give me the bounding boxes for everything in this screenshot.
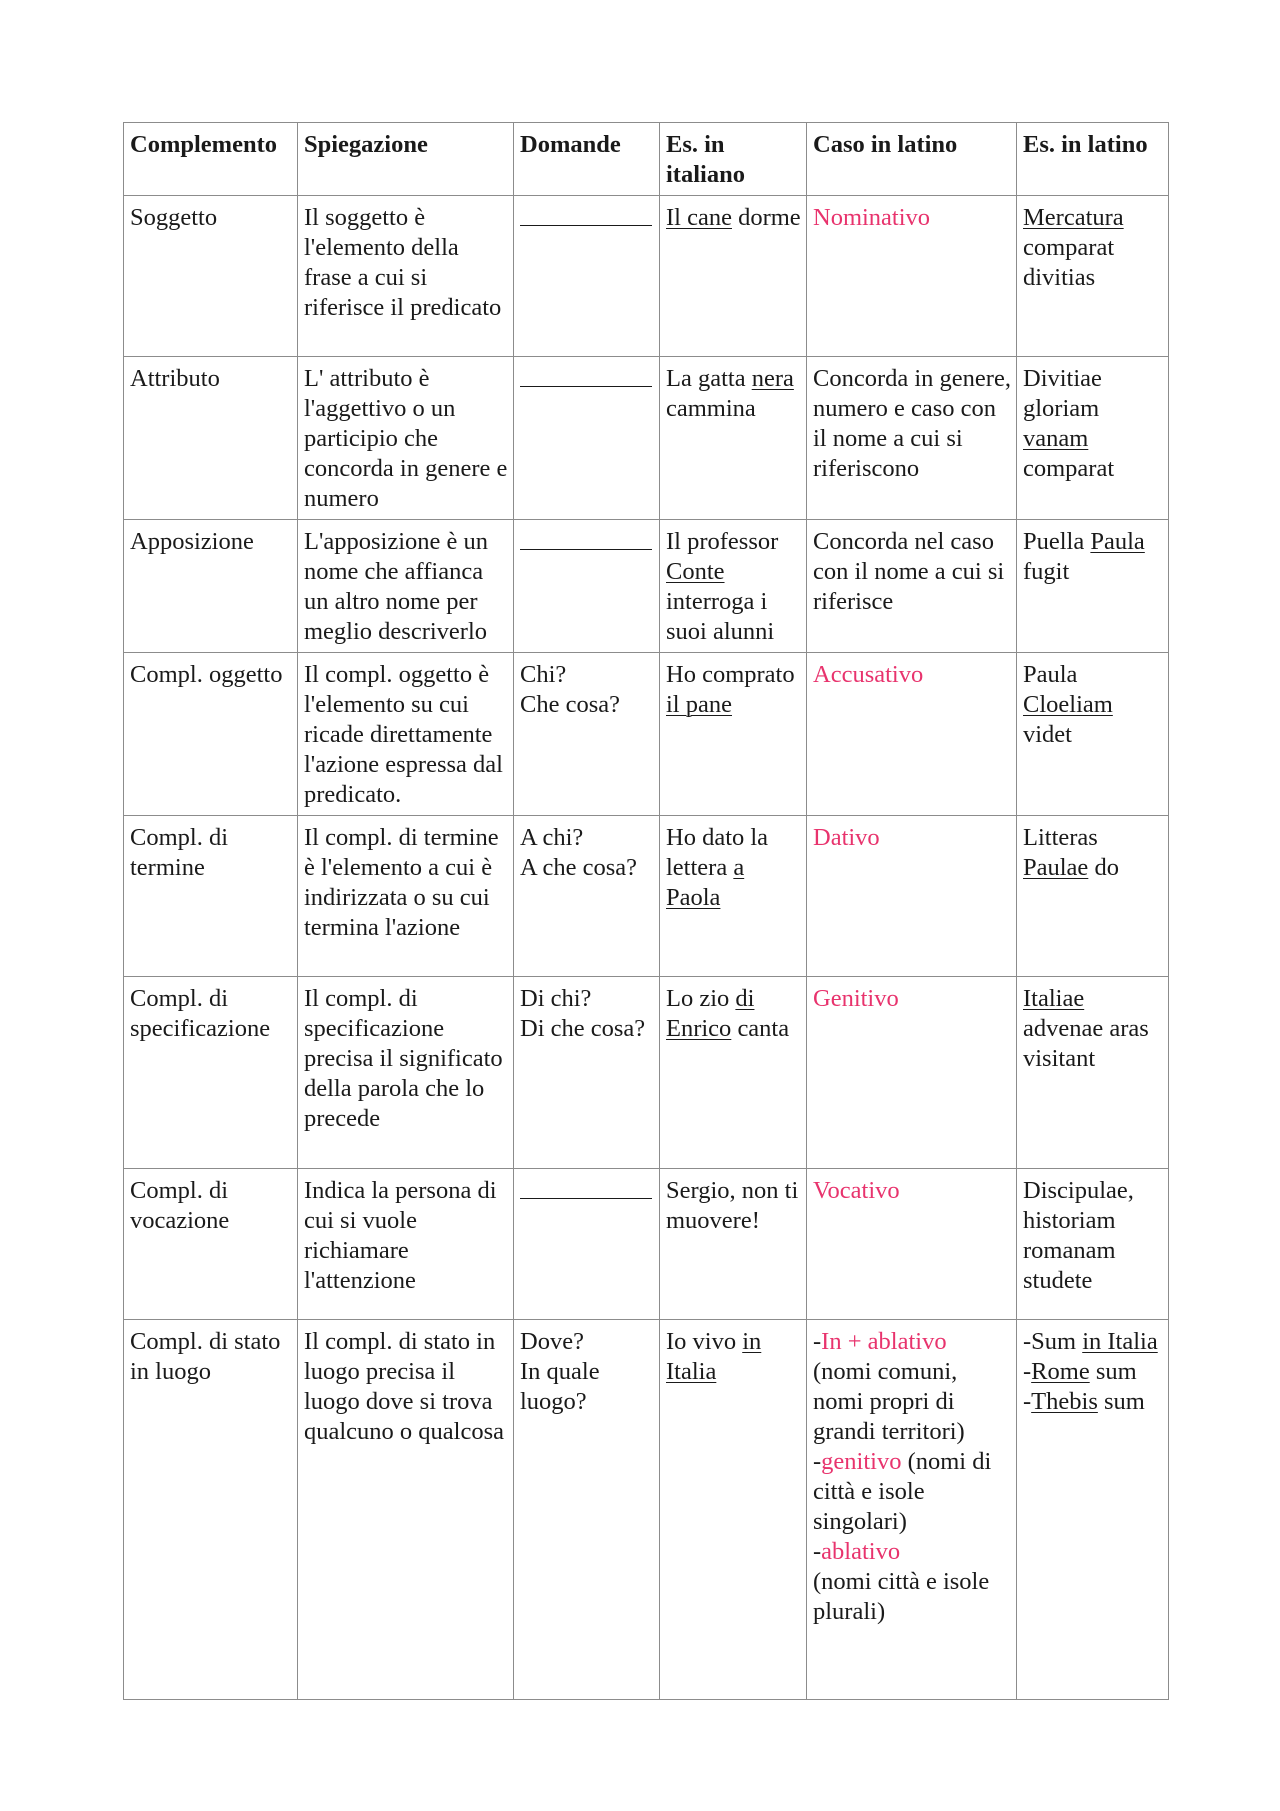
example-line: [1023, 1357, 1163, 1387]
cell-domande: [514, 977, 660, 1169]
cell-domande: [514, 520, 660, 653]
cell-es-italiano: [660, 520, 807, 653]
dash: -: [813, 1448, 822, 1475]
question: A che cosa?: [520, 854, 637, 881]
cell-domande: [514, 196, 660, 357]
cell-es-latino: [1017, 520, 1169, 653]
cell-es-italiano: [660, 357, 807, 520]
header-caso-latino: Caso in latino: [807, 123, 1017, 196]
plain-text: comparat divitias: [1023, 234, 1115, 291]
cell-spiegazione: L' attributo è l'aggettivo o un participio che concorda in genere e numero: [298, 357, 514, 520]
plain-text: Divitiae gloriam: [1023, 365, 1102, 422]
cell-complemento: Compl. di termine: [124, 816, 298, 977]
underlined-text: in Italia: [1082, 1328, 1158, 1355]
blank-line: [520, 203, 652, 226]
plain-text: -Sum: [1023, 1328, 1083, 1355]
plain-text: La gatta: [666, 365, 752, 392]
cell-caso-latino: Genitivo: [807, 977, 1017, 1169]
cell-es-latino: [1017, 977, 1169, 1169]
cell-es-italiano: [660, 1320, 807, 1700]
cell-domande: [514, 1169, 660, 1320]
plain-text: Litteras: [1023, 824, 1098, 851]
plain-text: Paula: [1023, 661, 1078, 688]
case-name: genitivo: [821, 1448, 902, 1475]
cell-complemento: Soggetto: [124, 196, 298, 357]
cell-spiegazione: Il compl. oggetto è l'elemento su cui ricade direttamente l'azione espressa dal predicato.: [298, 653, 514, 816]
cell-caso-latino: Nominativo: [807, 196, 1017, 357]
header-es-italiano: Es. in italiano: [660, 123, 807, 196]
underlined-text: Mercatura: [1023, 204, 1124, 231]
plain-text: -: [1023, 1388, 1032, 1415]
cell-domande: [514, 1320, 660, 1700]
plain-text: Puella: [1023, 528, 1091, 555]
header-complemento: Complemento: [124, 123, 298, 196]
dash: -: [813, 1328, 822, 1355]
cell-es-latino: [1017, 816, 1169, 977]
cell-es-italiano: [660, 816, 807, 977]
example-line: [1023, 1327, 1163, 1357]
underlined-text: Conte: [666, 558, 725, 585]
table-row: [124, 196, 1169, 357]
underlined-text: Il cane: [666, 204, 732, 231]
cell-complemento: Apposizione: [124, 520, 298, 653]
cell-spiegazione: L'apposizione è un nome che affianca un altro nome per meglio descriverlo: [298, 520, 514, 653]
plain-text: canta: [731, 1015, 790, 1042]
cell-es-italiano: Sergio, non ti muovere!: [660, 1169, 807, 1320]
cell-es-latino: [1017, 196, 1169, 357]
cell-spiegazione: Il compl. di termine è l'elemento a cui è indirizzata o su cui termina l'azione: [298, 816, 514, 977]
table-row: [124, 816, 1169, 977]
plain-text: videt: [1023, 721, 1072, 748]
case-name: In + ablativo: [821, 1328, 947, 1355]
underlined-text: Rome: [1031, 1358, 1090, 1385]
cell-es-latino: Discipulae, historiam romanam studete: [1017, 1169, 1169, 1320]
cell-caso-latino: Accusativo: [807, 653, 1017, 816]
underlined-text: Thebis: [1031, 1388, 1098, 1415]
underlined-text: a Paola: [666, 854, 745, 911]
example-line: [1023, 1387, 1163, 1417]
plain-text: Ho comprato: [666, 661, 795, 688]
underlined-text: in Italia: [666, 1328, 762, 1385]
cell-es-italiano: [660, 196, 807, 357]
plain-text: interroga i suoi alunni: [666, 588, 775, 645]
question: Di chi?: [520, 985, 592, 1012]
underlined-text: vanam: [1023, 425, 1089, 452]
underlined-text: il pane: [666, 691, 732, 718]
blank-line: [520, 527, 652, 550]
cell-complemento: Compl. di vocazione: [124, 1169, 298, 1320]
cell-spiegazione: Il soggetto è l'elemento della frase a cui si riferisce il predicato: [298, 196, 514, 357]
cell-domande: [514, 653, 660, 816]
plain-text: -: [1023, 1358, 1032, 1385]
question: Dove?: [520, 1328, 584, 1355]
underlined-text: nera: [751, 365, 794, 392]
cell-es-italiano: [660, 977, 807, 1169]
cell-complemento: Compl. oggetto: [124, 653, 298, 816]
question: In quale luogo?: [520, 1358, 600, 1415]
cell-domande: [514, 816, 660, 977]
cell-complemento: Compl. di stato in luogo: [124, 1320, 298, 1700]
case-note: (nomi città e isole plurali): [813, 1568, 990, 1625]
cell-spiegazione: Indica la persona di cui si vuole richiamare l'attenzione: [298, 1169, 514, 1320]
plain-text: sum: [1089, 1358, 1137, 1385]
plain-text: fugit: [1023, 558, 1070, 585]
cell-es-italiano: [660, 653, 807, 816]
cell-spiegazione: Il compl. di stato in luogo precisa il luogo dove si trova qualcuno o qualcosa: [298, 1320, 514, 1700]
complement-table: [123, 122, 1169, 1700]
table-row: [124, 653, 1169, 816]
case-note: (nomi comuni, nomi propri di grandi territori): [813, 1358, 965, 1445]
plain-text: advenae aras visitant: [1023, 1015, 1149, 1072]
cell-spiegazione: Il compl. di specificazione precisa il significato della parola che lo precede: [298, 977, 514, 1169]
cell-es-latino: [1017, 1320, 1169, 1700]
underlined-text: Paulae: [1023, 854, 1089, 881]
underlined-text: Cloeliam: [1023, 691, 1113, 718]
cell-caso-latino: Concorda in genere, numero e caso con il nome a cui si riferiscono: [807, 357, 1017, 520]
table-row: [124, 1169, 1169, 1320]
header-domande: Domande: [514, 123, 660, 196]
plain-text: comparat: [1023, 455, 1115, 482]
cell-complemento: Compl. di specificazione: [124, 977, 298, 1169]
question: A chi?: [520, 824, 584, 851]
cell-caso-latino: Vocativo: [807, 1169, 1017, 1320]
plain-text: Ho dato la lettera: [666, 824, 769, 881]
cell-complemento: Attributo: [124, 357, 298, 520]
cell-caso-latino: [807, 1320, 1017, 1700]
plain-text: cammina: [666, 395, 756, 422]
plain-text: Il professor: [666, 528, 779, 555]
underlined-text: di Enrico: [666, 985, 755, 1042]
plain-text: Lo zio: [666, 985, 736, 1012]
plain-text: sum: [1097, 1388, 1145, 1415]
question: Chi?: [520, 661, 567, 688]
cell-caso-latino: Dativo: [807, 816, 1017, 977]
blank-line: [520, 364, 652, 387]
plain-text: Io vivo: [666, 1328, 743, 1355]
case-note: (nomi di città e isole singolari): [813, 1448, 992, 1535]
dash: -: [813, 1538, 822, 1565]
underlined-text: Italiae: [1023, 985, 1085, 1012]
cell-caso-latino: Concorda nel caso con il nome a cui si riferisce: [807, 520, 1017, 653]
header-spiegazione: Spiegazione: [298, 123, 514, 196]
table-row: [124, 977, 1169, 1169]
table-row: [124, 520, 1169, 653]
blank-line: [520, 1176, 652, 1199]
cell-es-latino: [1017, 653, 1169, 816]
question: Di che cosa?: [520, 1015, 646, 1042]
question: Che cosa?: [520, 691, 620, 718]
plain-text: do: [1088, 854, 1119, 881]
case-name: ablativo: [821, 1538, 901, 1565]
cell-es-latino: [1017, 357, 1169, 520]
header-es-latino: Es. in latino: [1017, 123, 1169, 196]
underlined-text: Paula: [1090, 528, 1145, 555]
header-row: [124, 123, 1169, 196]
table-row: [124, 1320, 1169, 1700]
table-row: [124, 357, 1169, 520]
cell-domande: [514, 357, 660, 520]
plain-text: dorme: [731, 204, 801, 231]
